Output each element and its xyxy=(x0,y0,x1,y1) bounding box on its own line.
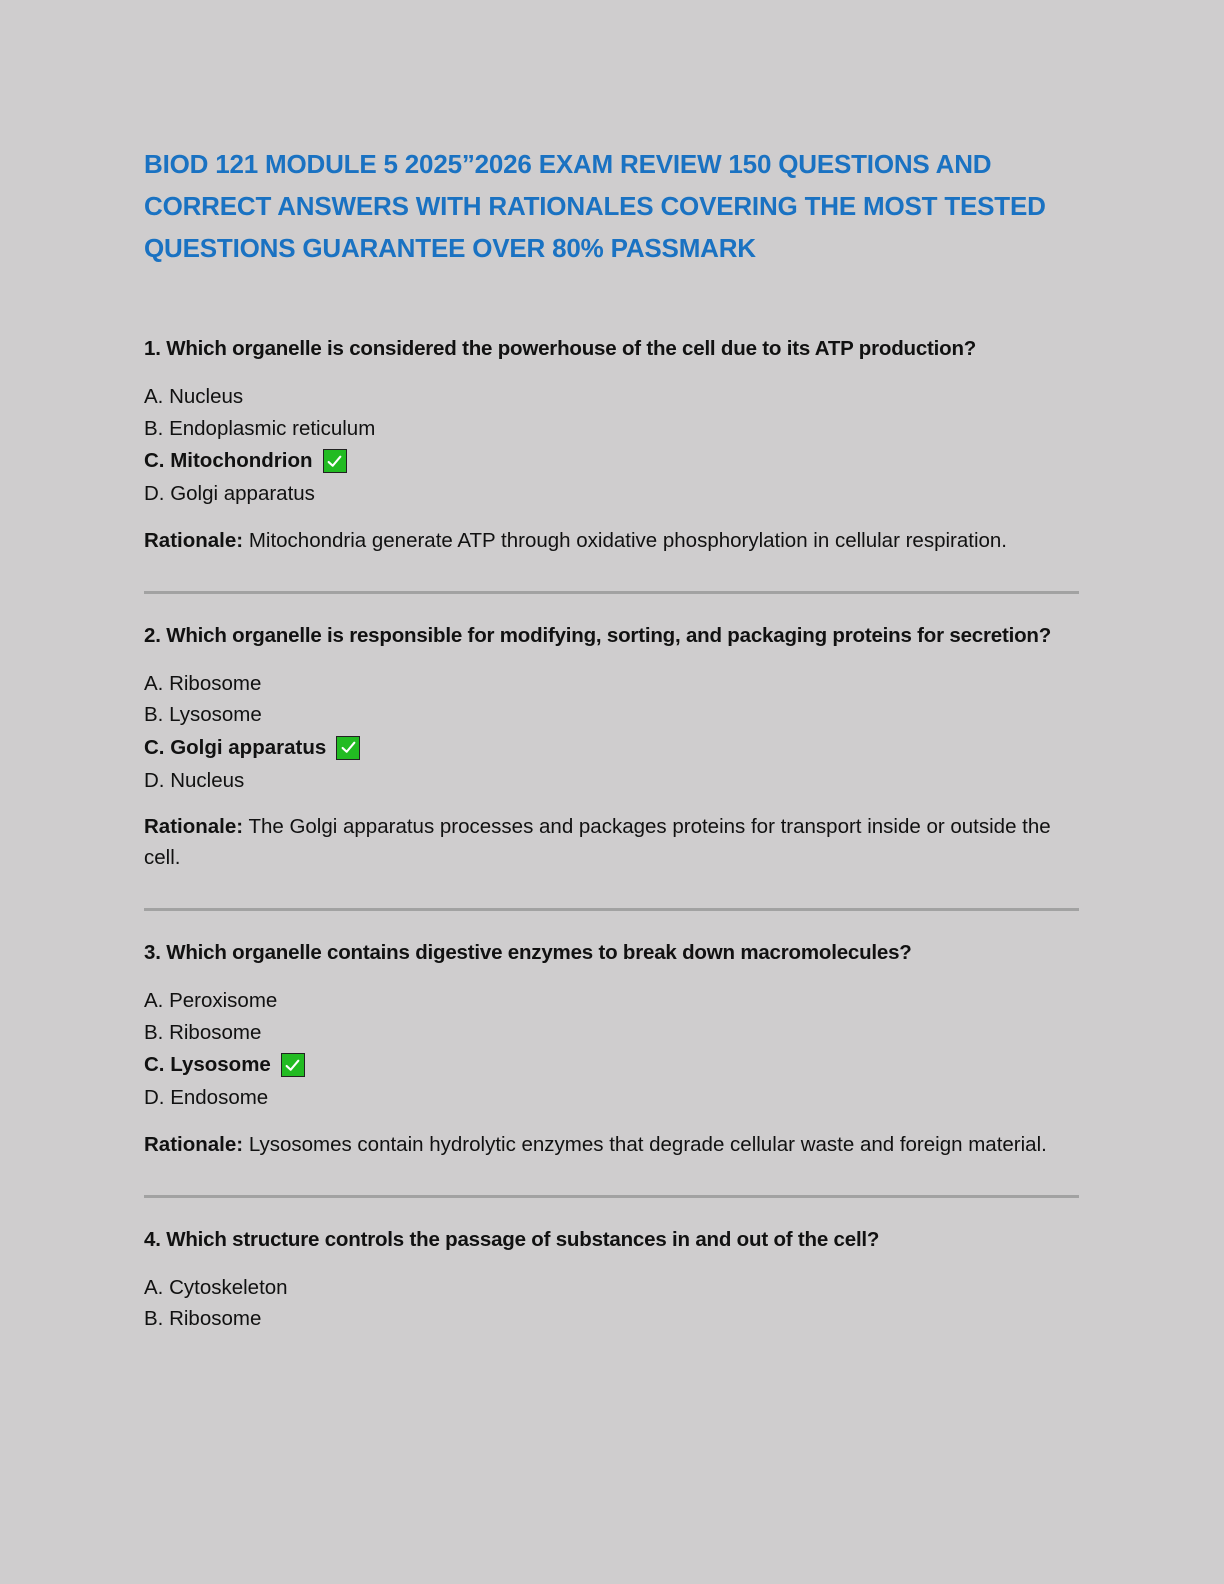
option-d xyxy=(144,478,1079,510)
question-text: 4. Which structure controls the passage of substances in and out of the cell? xyxy=(144,1227,880,1251)
check-icon xyxy=(323,449,347,473)
question-block-3 xyxy=(144,939,1079,1160)
rationale xyxy=(144,525,1079,556)
rationale-text: The Golgi apparatus processes and packages proteins for transport inside or outside the cell. xyxy=(144,815,1051,869)
option-b xyxy=(144,1017,1079,1049)
option-label: A. Ribosome xyxy=(144,671,262,695)
rationale-label: Rationale: xyxy=(144,528,244,552)
option-c-correct xyxy=(144,1048,1079,1082)
option-d xyxy=(144,765,1079,797)
option-label: A. Cytoskeleton xyxy=(144,1275,288,1299)
divider xyxy=(144,591,1079,594)
option-label: C. Golgi apparatus xyxy=(144,735,327,759)
divider xyxy=(144,1195,1079,1198)
option-label: D. Endosome xyxy=(144,1086,269,1109)
option-b xyxy=(144,413,1079,445)
option-label: B. Endoplasmic reticulum xyxy=(144,416,376,440)
option-label: A. Peroxisome xyxy=(144,989,278,1012)
option-label: D. Nucleus xyxy=(144,768,245,792)
option-c-correct xyxy=(144,444,1079,478)
option-label: B. Ribosome xyxy=(144,1020,262,1044)
option-label: C. Mitochondrion xyxy=(144,449,313,472)
question-text: 2. Which organelle is responsible for modifying, sorting, and packaging proteins for secretion? xyxy=(144,623,1052,647)
option-a xyxy=(144,381,1079,413)
rationale xyxy=(144,1129,1079,1160)
check-icon xyxy=(336,736,360,760)
option-label: B. Ribosome xyxy=(144,1307,262,1330)
option-b xyxy=(144,699,1079,731)
option-label: A. Nucleus xyxy=(144,385,244,408)
question-text: 1. Which organelle is considered the powerhouse of the cell due to its ATP production? xyxy=(144,337,977,360)
rationale xyxy=(144,811,1079,873)
rationale-text: Lysosomes contain hydrolytic enzymes that degrade cellular waste and foreign material. xyxy=(248,1132,1047,1156)
question-block-2 xyxy=(144,622,1079,874)
question-text: 3. Which organelle contains digestive enzymes to break down macromolecules? xyxy=(144,941,912,964)
rationale-label: Rationale: xyxy=(144,815,244,838)
options-list xyxy=(144,668,1079,797)
option-label: B. Lysosome xyxy=(144,703,262,726)
option-d xyxy=(144,1082,1079,1114)
divider xyxy=(144,908,1079,911)
option-a xyxy=(144,1272,1079,1304)
option-label: C. Lysosome xyxy=(144,1053,271,1076)
rationale-label: Rationale: xyxy=(144,1132,244,1156)
rationale-text: Mitochondria generate ATP through oxidative phosphorylation in cellular respiration. xyxy=(248,528,1008,552)
option-label: D. Golgi apparatus xyxy=(144,482,315,505)
option-a xyxy=(144,668,1079,700)
question-block-4 xyxy=(144,1226,1079,1335)
options-list xyxy=(144,1272,1079,1335)
question-block-1 xyxy=(144,335,1079,556)
option-a xyxy=(144,985,1079,1017)
options-list xyxy=(144,985,1079,1114)
option-b xyxy=(144,1303,1079,1335)
check-icon xyxy=(281,1053,305,1077)
option-c-correct xyxy=(144,731,1079,765)
options-list xyxy=(144,381,1079,510)
document-title: BIOD 121 MODULE 5 2025”2026 EXAM REVIEW 150 QUESTIONS AND CORRECT ANSWERS WITH RATIONALES COVERING THE MOST TESTED QUESTIONS GUARANTEE OVER 80% PASSMARK xyxy=(144,149,1046,263)
